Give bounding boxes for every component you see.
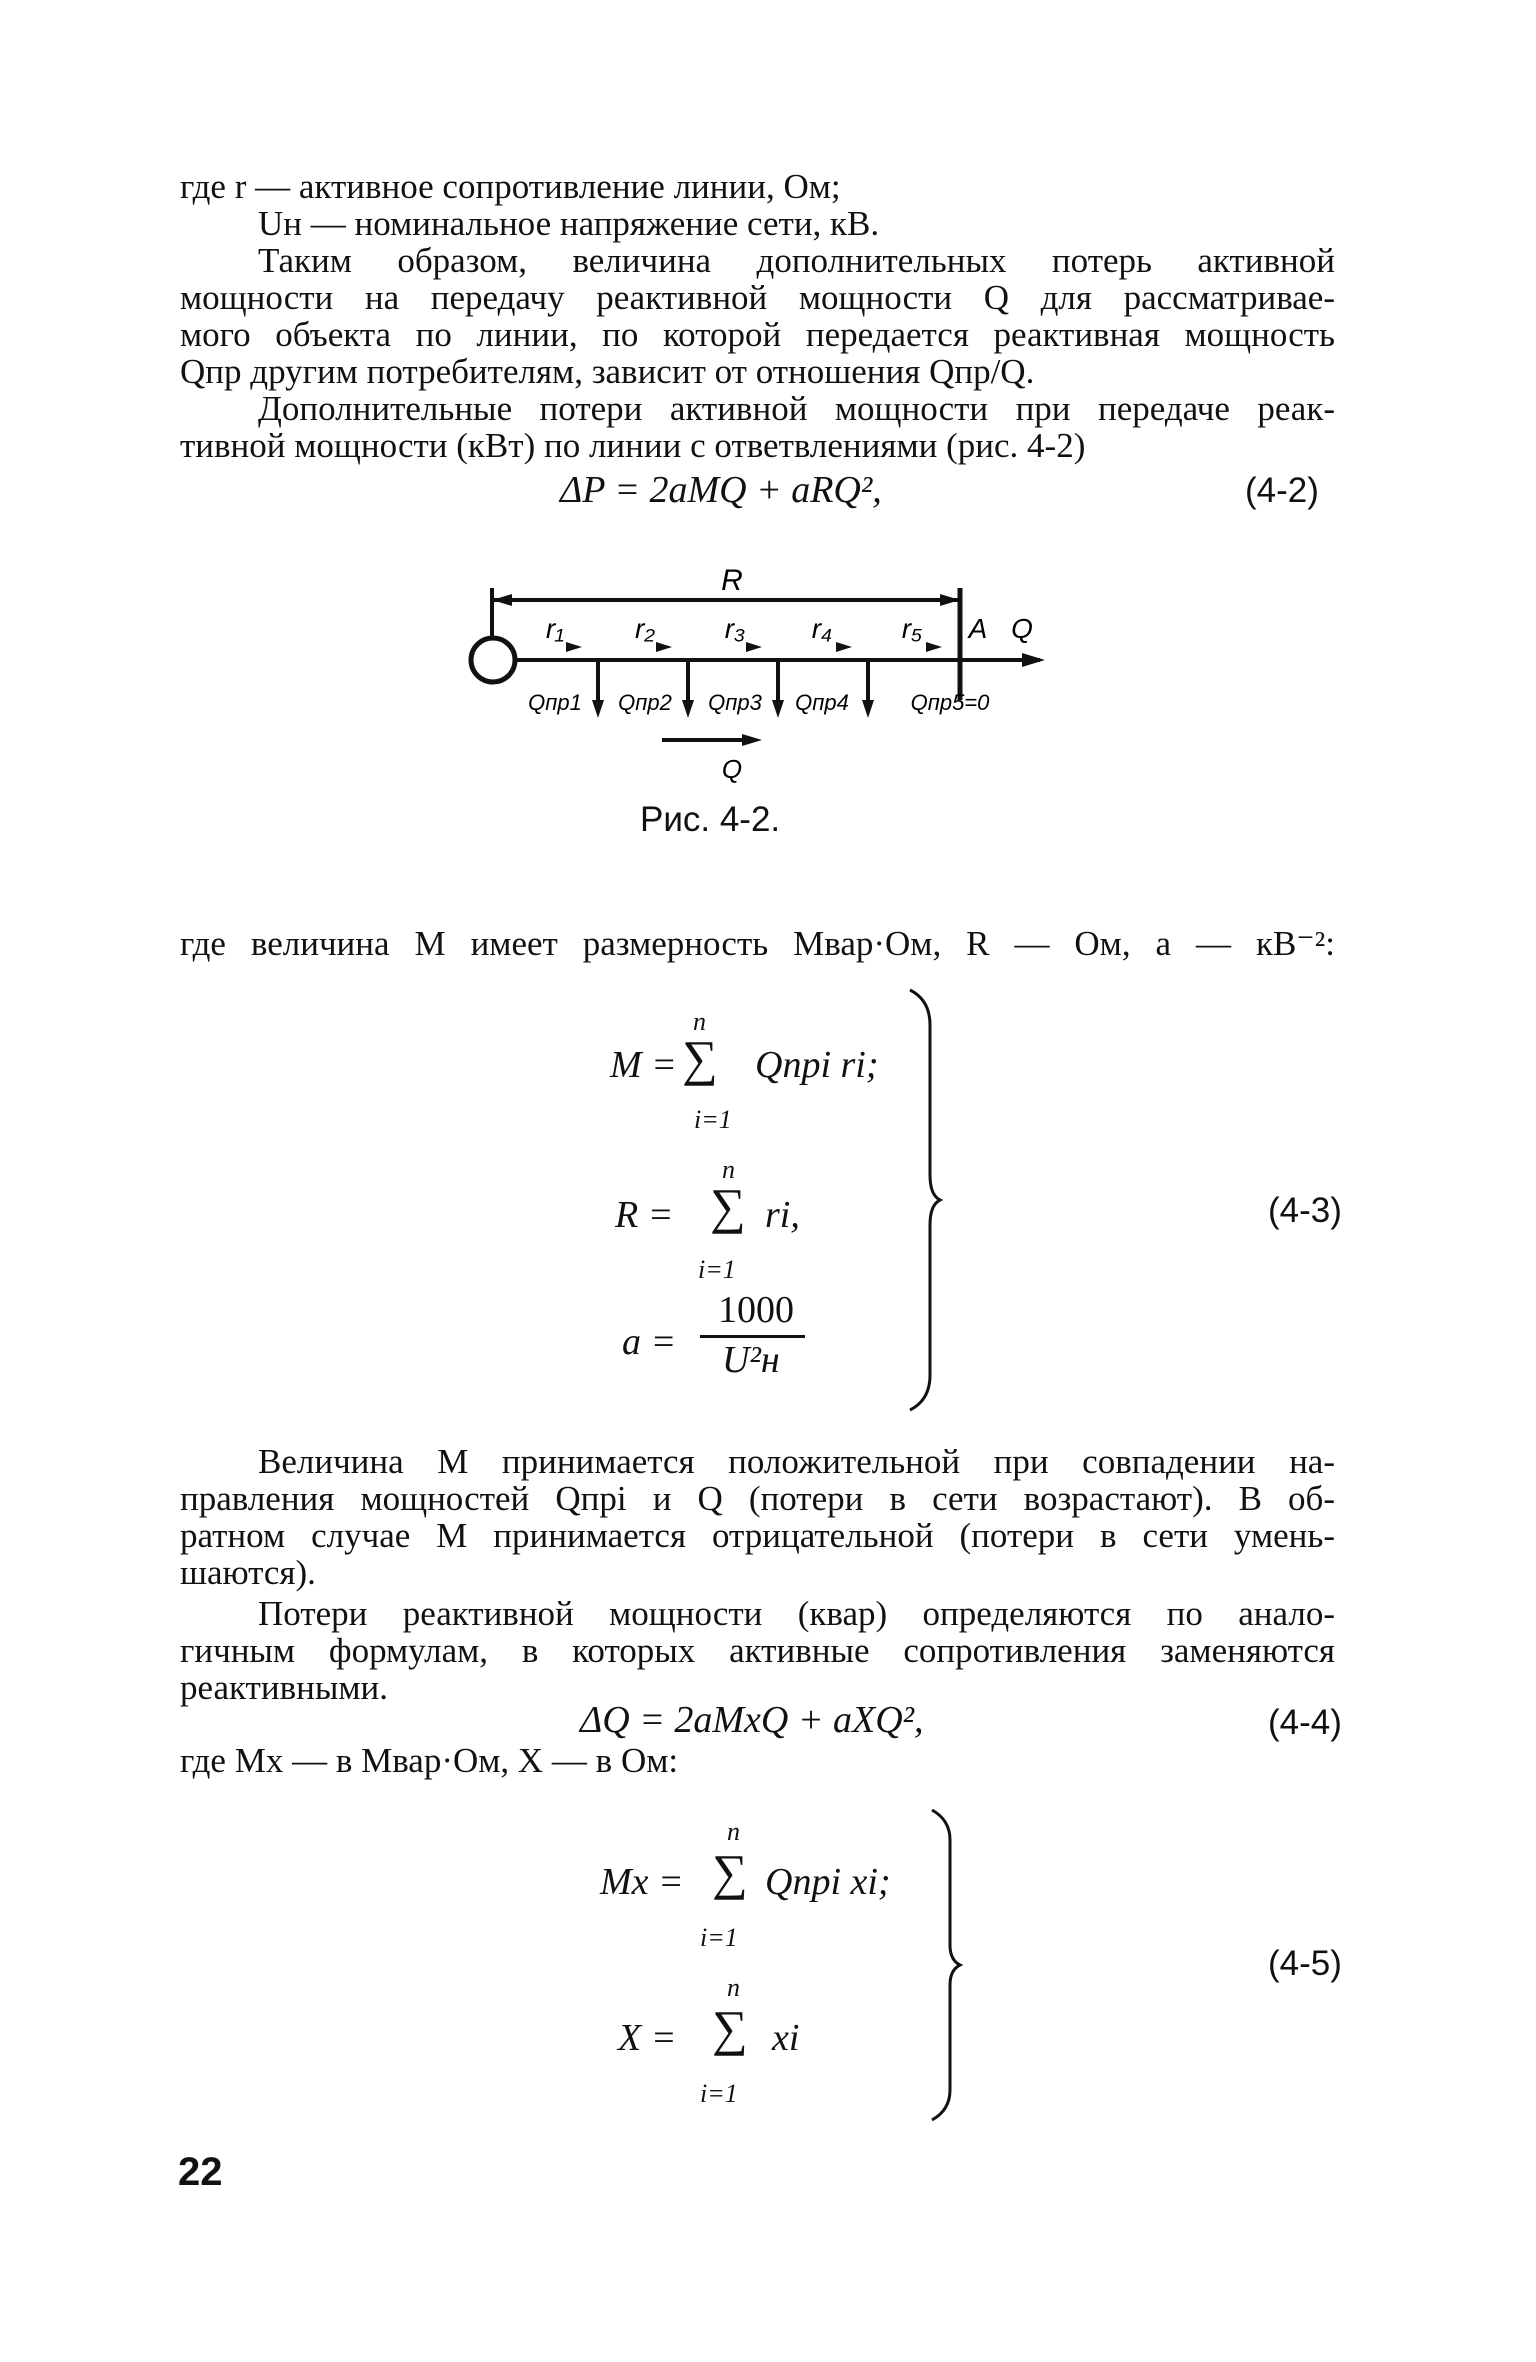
sum-lower-mx: i=1 bbox=[700, 1923, 738, 1952]
equation-number-4-4: (4-4) bbox=[1268, 1703, 1342, 1742]
para3-line4: шаются). bbox=[180, 1553, 316, 1592]
para3-line1: Величина M принимается положительной при совпадении на- bbox=[258, 1442, 1335, 1481]
eq-x-lhs: X = bbox=[618, 2017, 677, 2059]
label-A: A bbox=[968, 613, 988, 644]
r-dimension-right-arrow bbox=[940, 594, 960, 606]
label-qpr5: Qпр5=0 bbox=[910, 690, 990, 715]
eq-r-rhs: ri, bbox=[765, 1194, 800, 1236]
sum-lower-r: i=1 bbox=[698, 1255, 736, 1284]
eq-r-lhs: R = bbox=[615, 1194, 674, 1236]
units-line: где величина M имеет размерность Мвар·Ом, R — Ом, a — кВ⁻²: bbox=[180, 924, 1335, 963]
label-qpr2: Qпр2 bbox=[618, 690, 672, 715]
fraction-bar bbox=[700, 1335, 805, 1338]
label-R: R bbox=[721, 564, 743, 597]
eq-a-numerator: 1000 bbox=[718, 1289, 794, 1331]
figure-caption: Рис. 4-2. bbox=[640, 800, 781, 839]
label-qpr3: Qпр3 bbox=[708, 690, 762, 715]
para4-line2: гичным формулам, в которых активные сопротивления заменяются bbox=[180, 1631, 1335, 1670]
label-r1: r₁ bbox=[545, 613, 565, 644]
eq-m-lhs: M = bbox=[610, 1044, 677, 1086]
branch-arrow-4 bbox=[862, 700, 874, 718]
label-r3: r₃ bbox=[724, 613, 746, 644]
right-brace-4-3 bbox=[900, 985, 950, 1415]
eq-a-denominator: U²н bbox=[722, 1339, 780, 1381]
branch-arrow-1 bbox=[592, 700, 604, 718]
bottom-q-arrow bbox=[742, 734, 762, 746]
sum-upper-x: n bbox=[727, 1973, 740, 2002]
label-r4: r₄ bbox=[811, 613, 833, 644]
sum-sign-x: ∑ bbox=[712, 2000, 748, 2056]
definition-r: где r — активное сопротивление линии, Ом; bbox=[180, 167, 841, 206]
para4-line1: Потери реактивной мощности (квар) определяются по анало- bbox=[258, 1594, 1335, 1633]
figure-4-2 bbox=[0, 0, 1536, 800]
sum-upper-m: n bbox=[693, 1007, 706, 1036]
segment-arrow-1 bbox=[566, 642, 582, 652]
eq-mx-rhs: Qпрi xi; bbox=[765, 1861, 891, 1903]
label-qpr1: Qпр1 bbox=[528, 690, 582, 715]
sum-upper-r: n bbox=[722, 1155, 735, 1184]
equation-4-2: ΔP = 2aMQ + aRQ², bbox=[560, 469, 882, 511]
para2-line2: тивной мощности (кВт) по линии с ответвлениями (рис. 4-2) bbox=[180, 426, 1086, 465]
sum-lower-m: i=1 bbox=[694, 1105, 732, 1134]
page-number: 22 bbox=[178, 2150, 223, 2194]
segment-arrow-4 bbox=[836, 642, 852, 652]
para2-line1: Дополнительные потери активной мощности при передаче реак- bbox=[258, 389, 1335, 428]
sum-upper-mx: n bbox=[727, 1817, 740, 1846]
para3-line2: правления мощностей Qпрi и Q (потери в сети возрастают). В об- bbox=[180, 1479, 1335, 1518]
label-r2: r₂ bbox=[634, 613, 656, 644]
sum-sign-m: ∑ bbox=[682, 1030, 718, 1086]
eq-mx-lhs: Mx = bbox=[600, 1861, 684, 1903]
definition-un: Uн — номинальное напряжение сети, кВ. bbox=[258, 204, 880, 243]
segment-arrow-5 bbox=[926, 642, 942, 652]
para1-line2: мощности на передачу реактивной мощности Q для рассматривае- bbox=[180, 278, 1335, 317]
para1-line4: Qпр другим потребителям, зависит от отношения Qпр/Q. bbox=[180, 352, 1035, 391]
right-brace-4-5 bbox=[922, 1805, 972, 2125]
para1-line3: мого объекта по линии, по которой передается реактивная мощность bbox=[180, 315, 1335, 354]
para1-line1: Таким образом, величина дополнительных потерь активной bbox=[258, 241, 1335, 280]
label-q-bottom: Q bbox=[721, 754, 743, 784]
equation-number-4-5: (4-5) bbox=[1268, 1944, 1342, 1983]
sum-sign-r: ∑ bbox=[710, 1178, 746, 1234]
label-r5: r₅ bbox=[901, 613, 923, 644]
r-dimension-left-arrow bbox=[492, 594, 512, 606]
eq-a-lhs: a = bbox=[622, 1321, 677, 1363]
para3-line3: ратном случае M принимается отрицательной (потери в сети умень- bbox=[180, 1516, 1335, 1555]
main-line-arrow bbox=[1022, 653, 1045, 667]
segment-arrow-2 bbox=[656, 642, 672, 652]
para4-line3: реактивными. bbox=[180, 1668, 388, 1707]
sum-lower-x: i=1 bbox=[700, 2079, 738, 2108]
equation-number-4-2: (4-2) bbox=[1245, 471, 1319, 510]
sum-sign-mx: ∑ bbox=[712, 1844, 748, 1900]
branch-arrow-2 bbox=[682, 700, 694, 718]
equation-number-4-3: (4-3) bbox=[1268, 1191, 1342, 1230]
units-line-2: где Mx — в Мвар·Ом, X — в Ом: bbox=[180, 1741, 679, 1780]
segment-arrow-3 bbox=[746, 642, 762, 652]
branch-arrow-3 bbox=[772, 700, 784, 718]
eq-m-rhs: Qпрi ri; bbox=[755, 1044, 879, 1086]
label-qpr4: Qпр4 bbox=[795, 690, 849, 715]
label-Q-right: Q bbox=[1011, 613, 1033, 644]
source-circle bbox=[471, 638, 515, 682]
equation-4-4: ΔQ = 2aMxQ + aXQ², bbox=[580, 1699, 924, 1741]
eq-x-rhs: xi bbox=[772, 2017, 800, 2059]
